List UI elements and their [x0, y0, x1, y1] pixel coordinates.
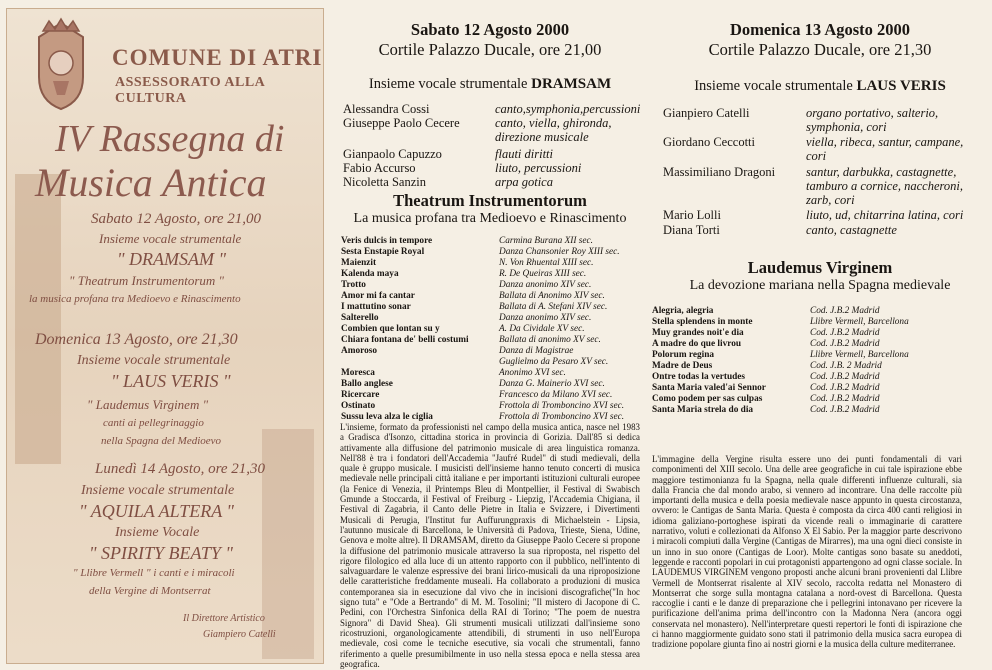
program-source: N. Von Rhuental XIII sec. — [499, 258, 594, 268]
program-source: Cod. J.B.2 Madrid — [810, 339, 880, 349]
performer-role: canto, viella, ghironda, — [495, 116, 612, 130]
poster-line: " Laudemus Virginem " — [87, 397, 209, 412]
performer-role: cori — [806, 149, 827, 163]
program-source: R. De Queiras XIII sec. — [499, 269, 587, 279]
performer-role: arpa gotica — [495, 175, 553, 189]
crest-icon — [29, 17, 93, 113]
poster-line: Lunedì 14 Agosto, ore 21,30 — [95, 461, 266, 477]
poster-line: della Vergine di Montserrat — [89, 585, 211, 597]
performer-name: Giuseppe Paolo Cecere — [343, 116, 460, 130]
program-title: Combien que lontan su y — [341, 324, 440, 334]
performer-role: canto, castagnette — [806, 223, 897, 237]
performer-role: liuto, ud, chitarrina latina, cori — [806, 208, 964, 222]
performer-role: santur, darbukka, castagnette, — [806, 165, 957, 179]
performer-name: Gianpaolo Capuzzo — [343, 147, 442, 161]
program-source: Francesco da Milano XVI sec. — [499, 390, 613, 400]
program-title: Santa Maria valed'ai Sennor — [652, 383, 766, 393]
poster-comune: COMUNE DI ATRI — [112, 45, 323, 70]
sat-performers — [343, 102, 653, 192]
program-source: Ballata di A. Stefani XIV sec. — [499, 302, 608, 312]
sat-date: Sabato 12 Agosto 2000 — [410, 20, 570, 39]
program-title: Kalenda maya — [341, 269, 399, 279]
program-source: A. Da Cividale XV sec. — [499, 324, 585, 334]
program-source: Anonimo XVI sec. — [499, 368, 566, 378]
sat-section-title: Theatrum Instrumentorum — [393, 191, 587, 210]
program-source: Danza di Magistrae — [499, 346, 574, 356]
poster-line: canti ai pellegrinaggio — [103, 417, 204, 429]
performer-role: direzione musicale — [495, 130, 589, 144]
decorative-band — [15, 174, 61, 464]
performer-role: symphonia, cori — [806, 120, 887, 134]
program-title: Salterello — [341, 313, 379, 323]
program-source: Danza anonimo XIV sec. — [499, 313, 592, 323]
sun-section-subtitle: La devozione mariana nella Spagna medievale — [689, 278, 951, 293]
poster-line: " Theatrum Instrumentorum " — [69, 273, 225, 288]
poster-line: Il Direttore Artistico — [183, 613, 265, 624]
performer-name: Fabio Accurso — [343, 161, 416, 175]
program-title: Madre de Deus — [652, 361, 713, 371]
program-source: Cod. J.B.2 Madrid — [810, 306, 880, 316]
performer-name: Gianpiero Catelli — [663, 106, 750, 120]
program-source: Carmina Burana XII sec. — [499, 236, 593, 246]
program-title: Stella splendens in monte — [652, 317, 753, 327]
poster-line: nella Spagna del Medioevo — [101, 435, 222, 447]
program-source: Frottola di Tromboncino XVI sec. — [499, 412, 625, 422]
performer-name: Massimiliano Dragoni — [663, 165, 776, 179]
sun-ensemble-name: LAUS VERIS — [856, 78, 946, 94]
sat-section-subtitle: La musica profana tra Medioevo e Rinascimento — [353, 211, 627, 226]
performer-name: Diana Torti — [663, 223, 720, 237]
program-title: Amoroso — [341, 346, 377, 356]
performer-name: Alessandra Cossi — [343, 102, 430, 116]
performer-role: tamburo a cornice, naccheroni, — [806, 179, 964, 193]
program-source: Llibre Vermell, Barcellona — [810, 317, 909, 327]
program-title: Alegria, alegria — [652, 306, 714, 316]
program-title: A madre do que livrou — [652, 339, 742, 349]
poster-line: Giampiero Catelli — [203, 629, 276, 640]
sat-program — [341, 236, 641, 426]
performer-role: flauti diritti — [495, 147, 553, 161]
sat-section — [335, 191, 645, 227]
poster-line: Sabato 12 Agosto, ore 21,00 — [91, 211, 262, 227]
program-source: Cod. J.B. 2 Madrid — [810, 361, 882, 371]
program-source: Cod. J.B.2 Madrid — [810, 328, 880, 338]
program-title: Polorum regina — [652, 350, 715, 360]
program-source: Cod. J.B.2 Madrid — [810, 383, 880, 393]
poster-line: " LAUS VERIS " — [111, 371, 231, 391]
sun-paragraph: L'immagine della Vergine risulta essere uno dei punti fondamentali di vari componimenti del XIII secolo. Una delle aree geografiche in cui tale ispirazione ebbe maggiore testimonianza fu la Spagna, nella quale differenti influenze culturali, sia dalla Francia che dal mondo arabo, si vennero ad incontrare. Una delle raccolte più importanti della musica e della poesia medievale nasce appunto in questa circostanza, ovvero: le Cantigas de Santa Maria. Questa è composta da circa 400 canti religiosi in idioma galiziano-portoghese ispirati da vicende reali o immaginarie di carattere narrativo, voluti e collezionati da Alfonso X El Sabio. Per la maggior parte descrivono i miracoli compiuti dalla Vergine (Cantigas de Mirагres), ma una ogni dieci consiste in un inno in suo onore (Cantigas de Loor). Molte cantigas sono basate su aneddoti, leggende e racconti popolari in cui protagonisti appartengono ad ogni classe sociale. In LAUDEMUS VIRGINEM vengono proposti anche alcuni brani provenienti dal Llibre Vermell de Montserrat risalente al XIV secolo, raccolta redatta nel Monastero di Montserrat che sorge sulla montagna catalana a nord-ovest di Barcellona. Questa raccoglie i canti e le danze di preparazione che i pellegrini intonavano per ricevere la purificazione dell'anima prima dell'incontro con la Madonna Nera (ancora oggi conservata nel monastero). Nell'interpretare questi repertori le fonti di ispirazione che ci hanno maggiormente guidato sono stati il patrimonio della musica sacra europea di tradizione popolare giunta fino ai nostri giorni e la musica della culture mediterranee. — [652, 454, 962, 650]
program-source: Guglielmo da Pesaro XV sec. — [499, 357, 609, 367]
sat-ensemble-name: DRAMSAM — [531, 76, 612, 92]
program-title: I mattutino sonar — [341, 302, 411, 312]
decorative-band — [262, 429, 314, 659]
performer-role: liuto, percussioni — [495, 161, 582, 175]
sun-place: Cortile Palazzo Ducale, ore 21,30 — [708, 40, 932, 59]
poster-line: la musica profana tra Medioevo e Rinascimento — [29, 293, 241, 305]
program-title: Maienzit — [341, 258, 377, 268]
poster-line: Domenica 13 Agosto, ore 21,30 — [35, 331, 238, 348]
performer-role: canto,symphonia,percussioni — [495, 102, 641, 116]
poster-title-line1: IV Rassegna di — [55, 118, 285, 160]
performer-role: organo portativo, salterio, — [806, 106, 939, 120]
poster-line: Insieme Vocale — [115, 525, 200, 540]
program-title: Ontre todas la vertudes — [652, 372, 746, 382]
sat-ensemble — [335, 76, 645, 93]
sat-paragraph: L'insieme, formato da professionisti nel campo della musica antica, nasce nel 1983 a Gradisca d'Isonzo, cittadina storica in provincia di Gorizia. Dall'85 si dedica attivamente alla diffusione del patrimonio musicale di area linguistica romanza. Nell'88 è tra i fondatori dell'Accademia "Jaufré Rudel" di studi medievali, della quale è gruppo musicale. I musicisti dell'insieme hanno tenuto concerti di musica medievale nelle principali città italiane e per importanti istituzioni culturali europee (la Fenice di Venezia, il Printemps Bleu di Montpellier, il Festival di Swabisch Gmunde a Stoccarda, il Festival of Freiburg - Liepzig, l'Accademia Chigiana, il Festival di Zagabria, il Canto delle Pietre in Italia e Svizzere, i Divertimenti Musicali di Perugia, l'Institut fur Auffurungpraxis di Michaelstein - Lipsia, l'autunno musicale di Barcellona, le Università di Padova, Trieste, Siena, Udine, Genova e molte altre). Il DRAMSAM, diretto da Giuseppe Paolo Cecere si propone la diffusione del patrimonio musicale attraverso la sua riproposta, nel rispetto del rigore filologico ed alla luce di un attento rapporto con il pubblico, nell'intento di salvaguardare le valenze espressive dei brani lirico-musicali da una riproposizione delle caratteristiche freddamente museali. Ha collaborato a produzioni di musica contemporanea sia in esecuzione dal vivo che in incisioni discografiche("In hoc signo tuta" e "Ode a Bertrando" di M. M. Tosolini; "Il mistero di Jacopone di C. Pedini, con l'Orchestra Sinfonica della RAI di Torino; "The poem de nuestra Signora" di David Shea). Gli strumenti musicali utilizzati dall'insieme sono ricostruzioni, organologicamente attendibili, di strumenti in uso nell'Europa medievale, così come le tecniche esecutive, sia vocali che strumentali, fanno riferimento a quelle presumibilmente in uso nella stessa epoca e nella stessa area geografica. — [340, 422, 640, 669]
sun-header — [660, 20, 980, 60]
program-title: Sesta Enstapie Royal — [341, 247, 425, 257]
sun-performers — [663, 106, 983, 236]
program-source: Frottola di Tromboncino XVI sec. — [499, 401, 625, 411]
program-title: Moresca — [341, 368, 375, 378]
performer-role: viella, ribeca, santur, campane, — [806, 135, 964, 149]
sun-program — [652, 306, 972, 418]
program-source: Cod. J.B.2 Madrid — [810, 394, 880, 404]
program-title: Trotto — [341, 280, 366, 290]
program-source: Ballata di anonimo XV sec. — [499, 335, 601, 345]
program-title: Como podem per sas culpas — [652, 394, 763, 404]
performer-role: zarb, cori — [806, 193, 855, 207]
program-source: Cod. J.B.2 Madrid — [810, 372, 880, 382]
poster-title-line2: Musica Antica — [35, 160, 267, 205]
poster-line: " Llibre Vermell " i canti e i miracoli — [73, 567, 235, 579]
sun-section-title: Laudemus Virginem — [747, 258, 893, 277]
program-title: Amor mi fa cantar — [341, 291, 415, 301]
sun-ensemble — [660, 78, 980, 95]
program-title: Ballo anglese — [341, 379, 393, 389]
performer-name: Nicoletta Sanzin — [343, 175, 426, 189]
performer-name: Giordano Ceccotti — [663, 135, 755, 149]
program-source: Danza anonimo XIV sec. — [499, 280, 592, 290]
poster-line: " AQUILA ALTERA " — [79, 501, 234, 521]
sun-section — [660, 258, 980, 294]
program-source: Ballata di Anonimo XIV sec. — [499, 291, 605, 301]
program-source: Llibre Vermell, Barcellona — [810, 350, 909, 360]
poster-assessorato: ASSESSORATO ALLA CULTURA — [115, 75, 265, 106]
program-source: Cod. J.B.2 Madrid — [810, 405, 880, 415]
program-title: Veris dulcis in tempore — [341, 236, 433, 246]
poster-line: " SPIRITY BEATY " — [89, 543, 233, 563]
program-title: Chiara fontana de' belli costumi — [341, 335, 469, 345]
poster-line: Insieme vocale strumentale — [81, 483, 235, 498]
poster-line: " DRAMSAM " — [117, 249, 227, 269]
program-title: Ostinato — [341, 401, 376, 411]
poster-line: Insieme vocale strumentale — [77, 353, 231, 368]
sat-ensemble-prefix: Insieme vocale strumentale — [368, 76, 532, 92]
sat-place: Cortile Palazzo Ducale, ore 21,00 — [378, 40, 602, 59]
program-title: Ricercare — [341, 390, 380, 400]
poster-line: Insieme vocale strumentale — [99, 231, 242, 246]
program-source: Danza G. Mainerio XVI sec. — [499, 379, 605, 389]
sun-ensemble-prefix: Insieme vocale strumentale — [694, 78, 857, 94]
program-source: Danza Chansonier Roy XIII sec. — [499, 247, 620, 257]
sun-date: Domenica 13 Agosto 2000 — [729, 20, 911, 39]
performer-name: Mario Lolli — [663, 208, 721, 222]
event-poster — [6, 8, 324, 664]
program-title: Santa Maria strela do dia — [652, 405, 754, 415]
sat-header — [335, 20, 645, 60]
program-title: Muy grandes noit'e dia — [652, 328, 744, 338]
program-title: Sussu leva alza le ciglia — [341, 412, 433, 422]
